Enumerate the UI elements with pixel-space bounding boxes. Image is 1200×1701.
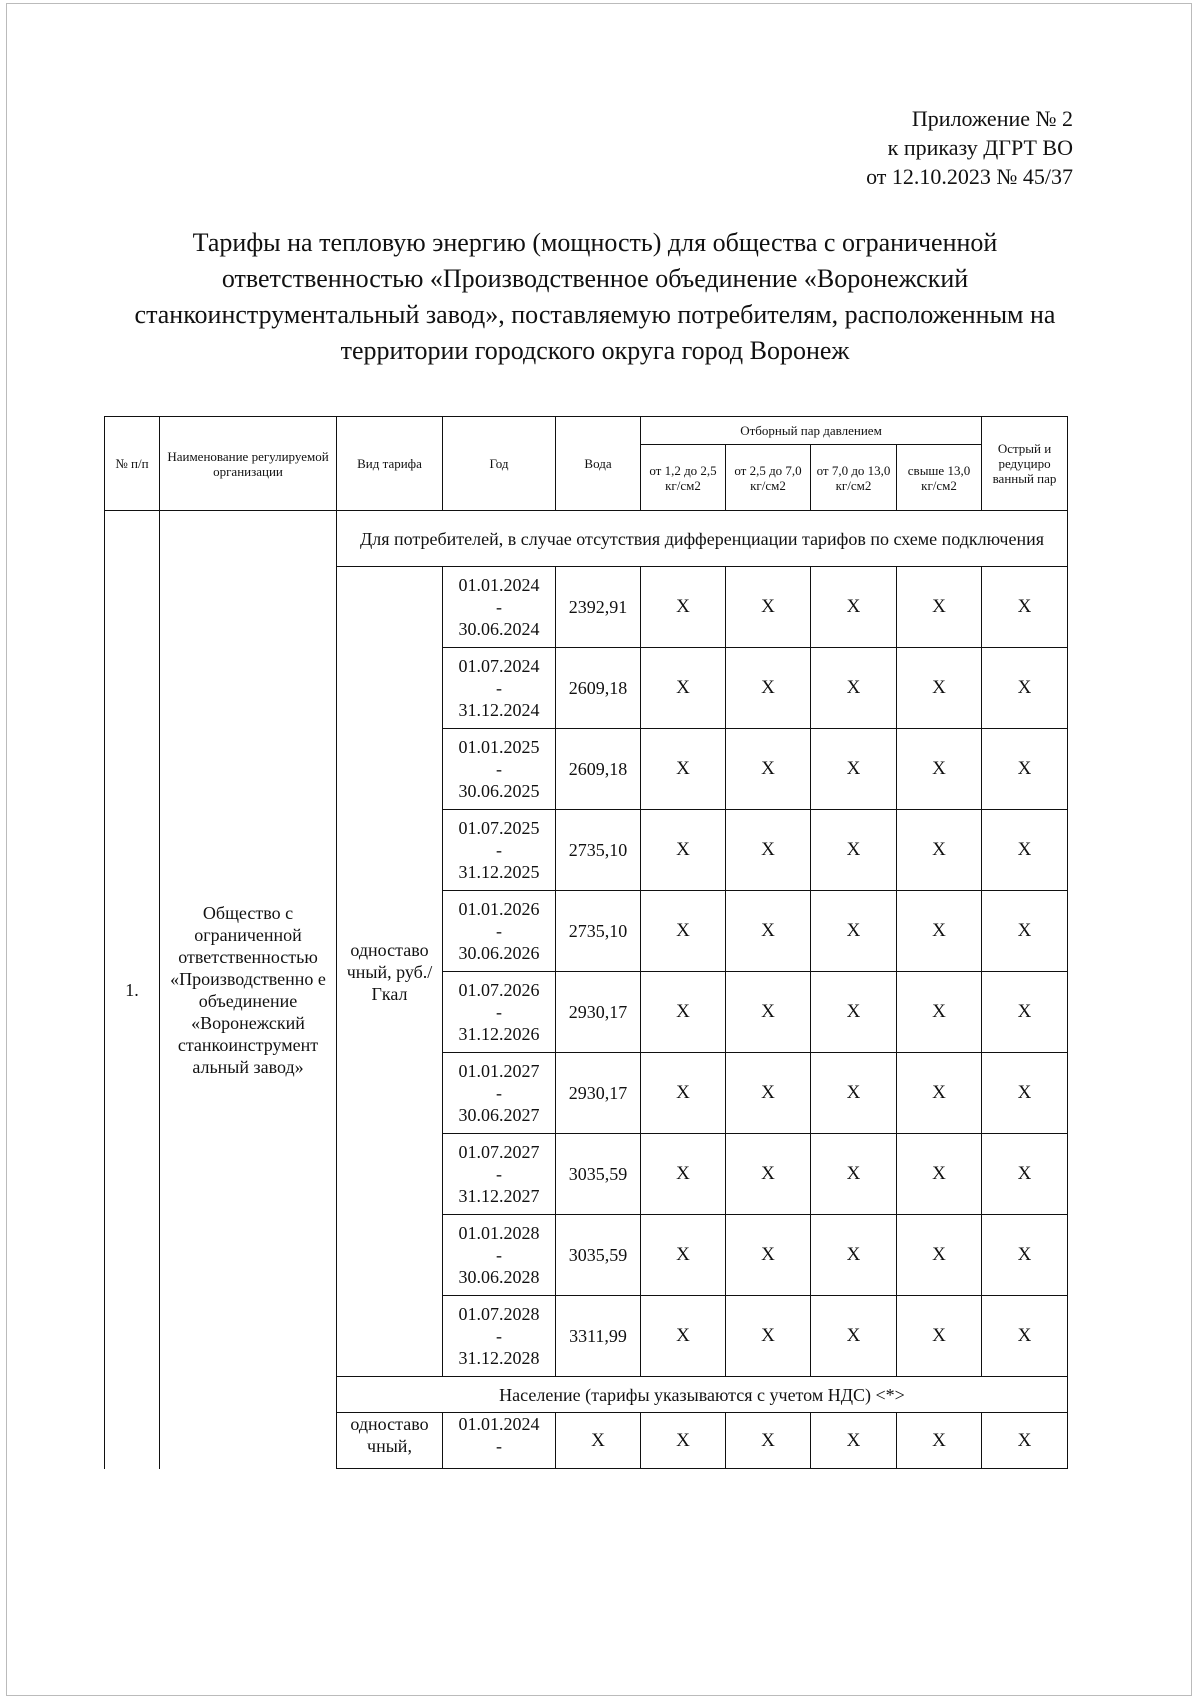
water-value: 2930,17 bbox=[556, 972, 641, 1053]
period-cell bbox=[443, 1053, 556, 1134]
appendix-block bbox=[866, 104, 1073, 191]
header-steam-4: свыше 13,0 кг/см2 bbox=[897, 445, 982, 511]
x-mark: X bbox=[982, 810, 1068, 891]
period-to: 31.12.2025 bbox=[458, 862, 540, 882]
x-mark: X bbox=[897, 1215, 982, 1296]
period-cell bbox=[443, 1413, 556, 1469]
x-mark: X bbox=[641, 648, 726, 729]
x-mark: X bbox=[897, 1053, 982, 1134]
period-from: 01.07.2026 bbox=[458, 980, 540, 1000]
x-mark: X bbox=[811, 1215, 897, 1296]
tariff-type-cell: одноставо чный, руб./Гкал bbox=[337, 567, 443, 1377]
water-value: 2392,91 bbox=[556, 567, 641, 648]
period-from: 01.07.2027 bbox=[458, 1142, 540, 1162]
period-to: 31.12.2024 bbox=[458, 700, 540, 720]
header-org: Наименование регулируемой организации bbox=[160, 417, 337, 511]
x-mark: X bbox=[811, 810, 897, 891]
x-mark: X bbox=[811, 648, 897, 729]
section-row-1 bbox=[105, 511, 1068, 567]
appendix-line-3: от 12.10.2023 № 45/37 bbox=[866, 164, 1073, 189]
period-cell bbox=[443, 567, 556, 648]
period-to: 31.12.2026 bbox=[458, 1024, 540, 1044]
period-dash: - bbox=[496, 840, 502, 860]
water-value: 2735,10 bbox=[556, 810, 641, 891]
header-steam-1: от 1,2 до 2,5 кг/см2 bbox=[641, 445, 726, 511]
period-cell bbox=[443, 810, 556, 891]
water-value: 3035,59 bbox=[556, 1134, 641, 1215]
x-mark: X bbox=[641, 1134, 726, 1215]
x-mark: X bbox=[726, 567, 811, 648]
header-row-1 bbox=[105, 417, 1068, 445]
x-mark: X bbox=[641, 567, 726, 648]
x-mark: X bbox=[982, 1215, 1068, 1296]
x-mark: X bbox=[982, 891, 1068, 972]
period-from: 01.01.2024 bbox=[458, 575, 540, 595]
x-mark: X bbox=[897, 1413, 982, 1469]
x-mark: X bbox=[897, 1134, 982, 1215]
period-to: 30.06.2027 bbox=[458, 1105, 540, 1125]
header-steam-2: от 2,5 до 7,0 кг/см2 bbox=[726, 445, 811, 511]
water-value: 3035,59 bbox=[556, 1215, 641, 1296]
x-mark: X bbox=[897, 891, 982, 972]
period-from: 01.01.2026 bbox=[458, 899, 540, 919]
x-mark: X bbox=[641, 1296, 726, 1377]
period-dash: - bbox=[496, 1083, 502, 1103]
period-from: 01.01.2024 bbox=[458, 1414, 540, 1434]
row-number: 1. bbox=[105, 511, 160, 1469]
x-mark: X bbox=[726, 648, 811, 729]
period-cell bbox=[443, 729, 556, 810]
x-mark: X bbox=[726, 1053, 811, 1134]
x-mark: X bbox=[897, 972, 982, 1053]
header-steam-3: от 7,0 до 13,0 кг/см2 bbox=[811, 445, 897, 511]
period-to: 30.06.2024 bbox=[458, 619, 540, 639]
period-cell bbox=[443, 1215, 556, 1296]
tariff-type-cell: одноставо чный, bbox=[337, 1413, 443, 1469]
x-mark: X bbox=[641, 891, 726, 972]
x-mark: X bbox=[726, 729, 811, 810]
x-mark: X bbox=[811, 972, 897, 1053]
header-num: № п/п bbox=[105, 417, 160, 511]
period-from: 01.07.2025 bbox=[458, 818, 540, 838]
x-mark: X bbox=[982, 729, 1068, 810]
x-mark: X bbox=[897, 567, 982, 648]
period-from: 01.07.2024 bbox=[458, 656, 540, 676]
period-to: 30.06.2025 bbox=[458, 781, 540, 801]
period-to: 30.06.2026 bbox=[458, 943, 540, 963]
header-year: Год bbox=[443, 417, 556, 511]
period-from: 01.01.2025 bbox=[458, 737, 540, 757]
x-mark: X bbox=[726, 1215, 811, 1296]
appendix-line-1: Приложение № 2 bbox=[911, 106, 1073, 131]
x-mark: X bbox=[897, 648, 982, 729]
period-dash: - bbox=[496, 921, 502, 941]
x-mark: X bbox=[982, 1134, 1068, 1215]
x-mark: X bbox=[641, 1215, 726, 1296]
section-title-2: Население (тарифы указываются с учетом НДС) <*> bbox=[337, 1377, 1068, 1413]
header-water: Вода bbox=[556, 417, 641, 511]
x-mark: X bbox=[811, 1053, 897, 1134]
period-to: 31.12.2028 bbox=[458, 1348, 540, 1368]
appendix-line-2: к приказу ДГРТ ВО bbox=[887, 135, 1073, 160]
x-mark: X bbox=[811, 729, 897, 810]
x-mark: X bbox=[641, 810, 726, 891]
period-dash: - bbox=[496, 1164, 502, 1184]
period-to: 30.06.2028 bbox=[458, 1267, 540, 1287]
period-to: 31.12.2027 bbox=[458, 1186, 540, 1206]
tariff-table bbox=[104, 416, 1068, 1469]
x-mark: X bbox=[811, 1413, 897, 1469]
x-mark: X bbox=[726, 891, 811, 972]
water-value: 2930,17 bbox=[556, 1053, 641, 1134]
period-from: 01.01.2027 bbox=[458, 1061, 540, 1081]
x-mark: X bbox=[982, 648, 1068, 729]
water-value: X bbox=[556, 1413, 641, 1469]
period-dash: - bbox=[496, 678, 502, 698]
x-mark: X bbox=[982, 1053, 1068, 1134]
x-mark: X bbox=[811, 1134, 897, 1215]
x-mark: X bbox=[897, 1296, 982, 1377]
x-mark: X bbox=[811, 1296, 897, 1377]
header-sharp-steam: Острый и редуциро ванный пар bbox=[982, 417, 1068, 511]
org-name: Общество с ограниченной ответственностью «Производственно е объединение «Воронежский станкоинструмент альный завод» bbox=[160, 511, 337, 1469]
document-title: Тарифы на тепловую энергию (мощность) для общества с ограниченной ответственностью «Производственное объединение «Воронежский станкоинструментальный завод», поставляемую потребителям, расположенным на территории городского округа город Воронеж bbox=[134, 228, 1056, 365]
water-value: 2609,18 bbox=[556, 729, 641, 810]
period-dash: - bbox=[496, 759, 502, 779]
period-dash: - bbox=[496, 1326, 502, 1346]
section-title-1: Для потребителей, в случае отсутствия дифференциации тарифов по схеме подключения bbox=[337, 511, 1068, 567]
x-mark: X bbox=[726, 1296, 811, 1377]
x-mark: X bbox=[897, 810, 982, 891]
period-cell bbox=[443, 1134, 556, 1215]
water-value: 2735,10 bbox=[556, 891, 641, 972]
period-from: 01.07.2028 bbox=[458, 1304, 540, 1324]
x-mark: X bbox=[726, 810, 811, 891]
x-mark: X bbox=[811, 567, 897, 648]
x-mark: X bbox=[726, 972, 811, 1053]
x-mark: X bbox=[641, 1053, 726, 1134]
period-dash: - bbox=[496, 1245, 502, 1265]
x-mark: X bbox=[982, 972, 1068, 1053]
x-mark: X bbox=[982, 567, 1068, 648]
x-mark: X bbox=[982, 1296, 1068, 1377]
x-mark: X bbox=[641, 972, 726, 1053]
period-from: 01.01.2028 bbox=[458, 1223, 540, 1243]
x-mark: X bbox=[811, 891, 897, 972]
period-cell bbox=[443, 1296, 556, 1377]
x-mark: X bbox=[726, 1413, 811, 1469]
period-dash: - bbox=[496, 1002, 502, 1022]
x-mark: X bbox=[982, 1413, 1068, 1469]
period-dash: - bbox=[496, 1436, 502, 1456]
period-cell bbox=[443, 972, 556, 1053]
x-mark: X bbox=[897, 729, 982, 810]
water-value: 3311,99 bbox=[556, 1296, 641, 1377]
water-value: 2609,18 bbox=[556, 648, 641, 729]
header-steam-group: Отборный пар давлением bbox=[641, 417, 982, 445]
x-mark: X bbox=[641, 729, 726, 810]
x-mark: X bbox=[641, 1413, 726, 1469]
period-cell bbox=[443, 648, 556, 729]
period-cell bbox=[443, 891, 556, 972]
header-tariff-type: Вид тарифа bbox=[337, 417, 443, 511]
period-dash: - bbox=[496, 597, 502, 617]
x-mark: X bbox=[726, 1134, 811, 1215]
